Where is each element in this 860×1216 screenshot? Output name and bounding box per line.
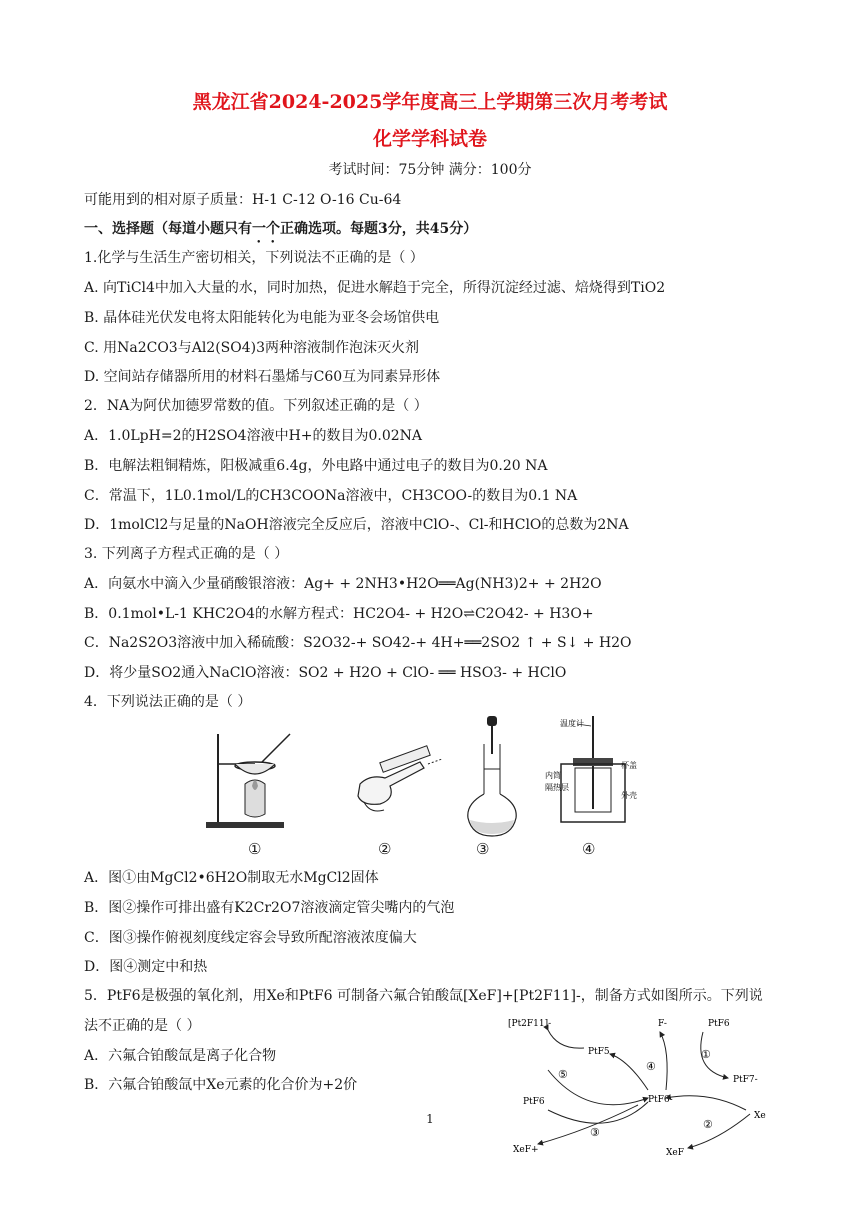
q2-option-d: D．1molCl2与足量的NaOH溶液完全反应后，溶液中ClO-、Cl-和HClO的总数为2NA [84, 517, 629, 533]
fig4-label-inner: 内筒 [545, 771, 561, 780]
label-f-minus: F- [658, 1019, 667, 1029]
q1-option-c: C. 用Na2CO3与Al2(SO4)3两种溶液制作泡沫灭火剂 [84, 340, 420, 356]
label-xef: XeF [666, 1148, 684, 1158]
q1-option-d: D. 空间站存储器所用的材料石墨烯与C60互为同素异形体 [84, 369, 441, 385]
q1-stem: 1.化学与生活生产密切相关，下列说法不正确的是（ ） [84, 250, 424, 266]
q1-option-a: A. 向TiCl4中加入大量的水，同时加热，促进水解趋于完全，所得沉淀经过滤、焙烧得到TiO2 [84, 280, 666, 296]
label-ptf6-mid: PtF6- [648, 1095, 673, 1105]
q3-option-d: D．将少量SO2通入NaClO溶液：SO2 + H2O + ClO- ══ HSO3- + HClO [84, 665, 567, 681]
label-xe: Xe [754, 1111, 766, 1121]
q5-reaction-scheme [488, 1010, 788, 1160]
q4-option-c: C．图③操作俯视刻度线定容会导致所配溶液浓度偏大 [84, 930, 417, 946]
section-heading-a: 一、选择题（每道小题只有 [84, 221, 252, 237]
q2-option-c: C．常温下，1L0.1mol/L的CH3COONa溶液中，CH3COO-的数目为0.1 NA [84, 488, 578, 504]
step-2: ② [703, 1118, 713, 1131]
q1-option-b: B. 晶体硅光伏发电将太阳能转化为电能为亚冬会场馆供电 [84, 310, 440, 326]
q5-stem-line1: 5．PtF6是极强的氧化剂，用Xe和PtF6 可制备六氟合铂酸氙[XeF]+[Pt2F11]-，制备方式如图所示。下列说 [84, 988, 763, 1004]
label-xef-plus: XeF+ [513, 1145, 539, 1155]
q4-stem: 4．下列说法正确的是（ ） [84, 694, 252, 710]
q3-stem: 3. 下列离子方程式正确的是（ ） [84, 546, 289, 562]
q3-option-b: B．0.1mol•L-1 KHC2O4的水解方程式：HC2O4- + H2O⇌C2O42- + H3O+ [84, 606, 594, 622]
q3-option-a: A．向氨水中滴入少量硝酸银溶液：Ag+ + 2NH3•H2O══Ag(NH3)2+ + 2H2O [84, 576, 602, 592]
q4-option-a: A．图①由MgCl2•6H2O制取无水MgCl2固体 [84, 870, 379, 886]
q4-option-d: D．图④测定中和热 [84, 959, 208, 975]
fig-label-1: ① [248, 840, 262, 858]
q4-option-b: B．图②操作可排出盛有K2Cr2O7溶液滴定管尖嘴内的气泡 [84, 900, 455, 916]
fig4-label-insulation: 隔热层 [545, 783, 569, 792]
fig4-label-shell: 外壳 [621, 791, 637, 800]
step-4: ④ [646, 1060, 656, 1073]
section-heading-emphasis: 一个 [252, 221, 280, 237]
step-1: ① [701, 1048, 711, 1061]
reaction-scheme-svg [488, 1010, 788, 1160]
q2-option-a: A．1.0LpH=2的H2SO4溶液中H+的数目为0.02NA [84, 428, 423, 444]
exam-info: 考试时间：75分钟 满分：100分 [328, 162, 532, 178]
step-3: ③ [590, 1126, 600, 1139]
fig3-volumetric-flask [462, 714, 522, 839]
q2-option-b: B．电解法粗铜精炼，阳极减重6.4g，外电路中通过电子的数目为0.20 NA [84, 458, 548, 474]
exam-subtitle: 化学学科试卷 [372, 128, 487, 150]
fig4-label-lid: 杯盖 [621, 761, 637, 770]
q2-stem: 2．NA为阿伏加德罗常数的值。下列叙述正确的是（ ） [84, 398, 428, 414]
label-ptf7: PtF7- [733, 1075, 758, 1085]
exam-title: 黑龙江省2024-2025学年度高三上学期第三次月考考试 [192, 91, 668, 113]
atomic-masses: 可能用到的相对原子质量：H-1 C-12 O-16 Cu-64 [84, 192, 402, 208]
fig4-label-thermometer: 温度计 [560, 719, 584, 728]
label-pt2f11: [Pt2F11]- [508, 1019, 552, 1029]
section-heading-b: 正确选项。每题3分，共45分） [280, 221, 478, 237]
q4-figures [200, 714, 640, 864]
page-number: 1 [426, 1112, 434, 1126]
fig4-calorimeter [545, 714, 645, 839]
q5-option-b: B．六氟合铂酸氙中Xe元素的化合价为+2价 [84, 1077, 358, 1093]
fig-label-2: ② [378, 840, 392, 858]
q3-option-c: C．Na2S2O3溶液中加入稀硫酸：S2O32-+ SO42-+ 4H+══2SO2 ↑ + S↓ + H2O [84, 635, 632, 651]
label-ptf5: PtF5 [588, 1047, 610, 1057]
fig-label-3: ③ [476, 840, 490, 858]
q5-stem-line2: 法不正确的是（ ） [84, 1018, 201, 1034]
section-heading [84, 219, 477, 246]
fig2-burette-hand [350, 744, 445, 824]
fig1-evaporation-apparatus [200, 724, 300, 834]
label-ptf6-top: PtF6 [708, 1019, 730, 1029]
step-5: ⑤ [558, 1068, 568, 1081]
fig-label-4: ④ [582, 840, 596, 858]
label-ptf6-left: PtF6 [523, 1097, 545, 1107]
q5-option-a: A．六氟合铂酸氙是离子化合物 [84, 1048, 277, 1064]
